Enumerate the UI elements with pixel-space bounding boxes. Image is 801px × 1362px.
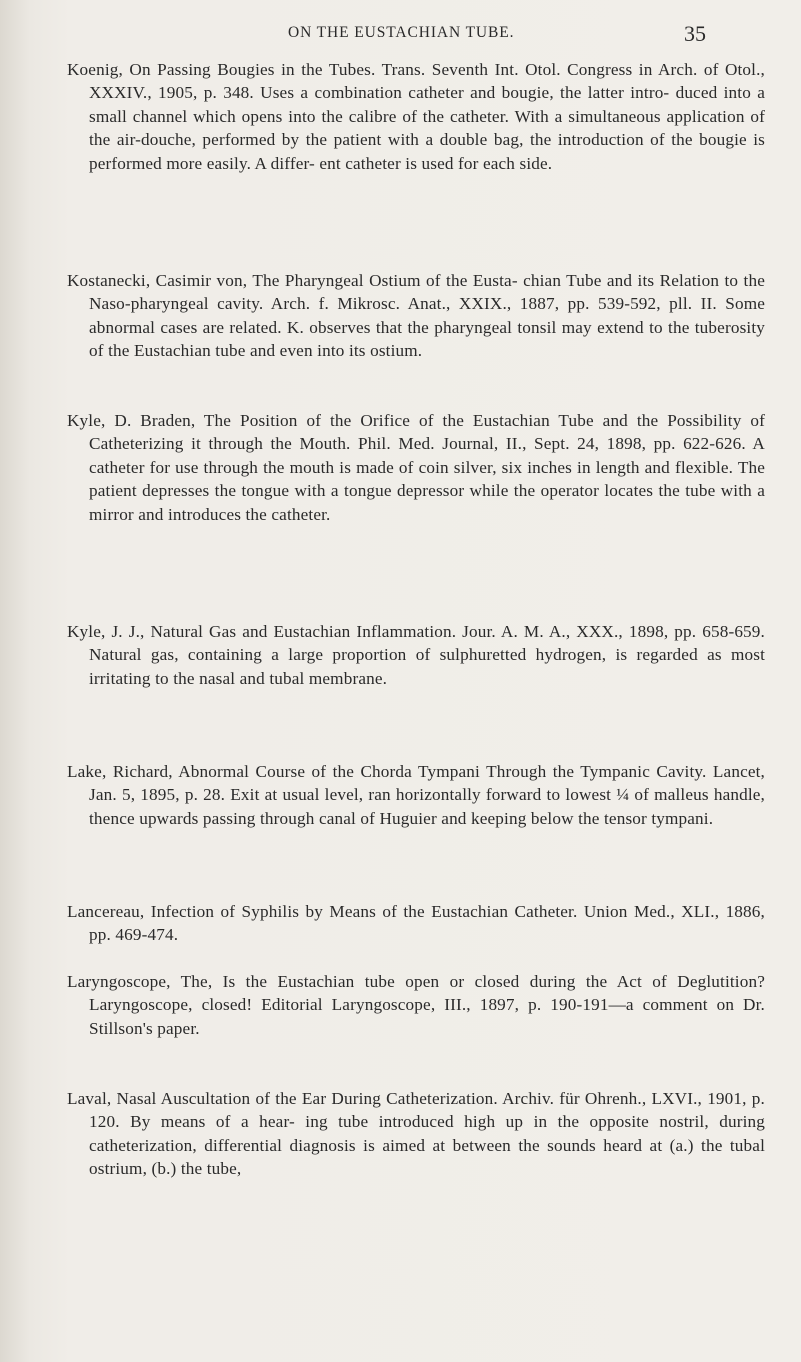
page-number: 35 xyxy=(684,21,706,46)
bibliography-entry-lake: Lake, Richard, Abnormal Course of the Chorda Tympani Through the Tympanic Cavity. Lancet, Jan. 5, 1895, p. 28. Exit at usual level, ran horizontally forward to lowest ¼ of malleus handle, thence upwards passing through canal of Huguier and keeping below the tensor tympani. xyxy=(67,762,765,828)
bibliography-entry-kostanecki: Kostanecki, Casimir von, The Pharyngeal Ostium of the Eusta- chian Tube and its Relation to the Naso-pharyngeal cavity. Arch. f. Mikrosc. Anat., XXIX., 1887, pp. 539-592, pll. II. Some abnormal cases are related. K. observes that the pharyngeal tonsil may extend to the tuberosity of the Eustachian tube and even into its ostium. xyxy=(67,271,765,361)
bibliography-entry-kyle-braden: Kyle, D. Braden, The Position of the Orifice of the Eustachian Tube and the Possibility of Catheterizing it through the Mouth. Phil. Med. Journal, II., Sept. 24, 1898, pp. 622-626. A catheter for use through the mouth is made of coin silver, six inches in length and flexible. The patient depresses the tongue with a tongue depressor while the operator locates the tube with a mirror and introduces the catheter. xyxy=(67,411,765,524)
bibliography-entry-kyle-jj: Kyle, J. J., Natural Gas and Eustachian Inflammation. Jour. A. M. A., XXX., 1898, pp. 658-659. Natural gas, containing a large proportion of sulphuretted hydrogen, is regarded as most irritating to the nasal and tubal membrane. xyxy=(67,622,765,688)
bibliography-entry-koenig: Koenig, On Passing Bougies in the Tubes. Trans. Seventh Int. Otol. Congress in Arch. of Otol., XXXIV., 1905, p. 348. Uses a combination catheter and bougie, the latter intro- duced into a small channel which opens into the calibre of the catheter. With a simultaneous application of the air-douche, performed by the patient with a double bag, the introduction of the bougie is performed more easily. A differ- ent catheter is used for each side. xyxy=(67,60,765,173)
bibliography-entry-laryngoscope: Laryngoscope, The, Is the Eustachian tube open or closed during the Act of Deglutition? Laryngoscope, closed! Editorial Laryngoscope, III., 1897, p. 190-191—a comment on Dr. Stillson's paper. xyxy=(67,972,765,1038)
running-head: ON THE EUSTACHIAN TUBE. xyxy=(288,24,515,41)
bibliography-entry-lancereau: Lancereau, Infection of Syphilis by Means of the Eustachian Catheter. Union Med., XLI., 1886, pp. 469-474. xyxy=(67,902,765,945)
bibliography-entry-laval: Laval, Nasal Auscultation of the Ear During Catheterization. Archiv. für Ohrenh., LXVI., 1901, p. 120. By means of a hear- ing tube introduced high up in the opposite nostril, during catheterization, differential diagnosis is aimed at between the sounds heard at (a.) the tubal ostrium, (b.) the tube, xyxy=(67,1089,765,1179)
page-header xyxy=(0,21,801,48)
